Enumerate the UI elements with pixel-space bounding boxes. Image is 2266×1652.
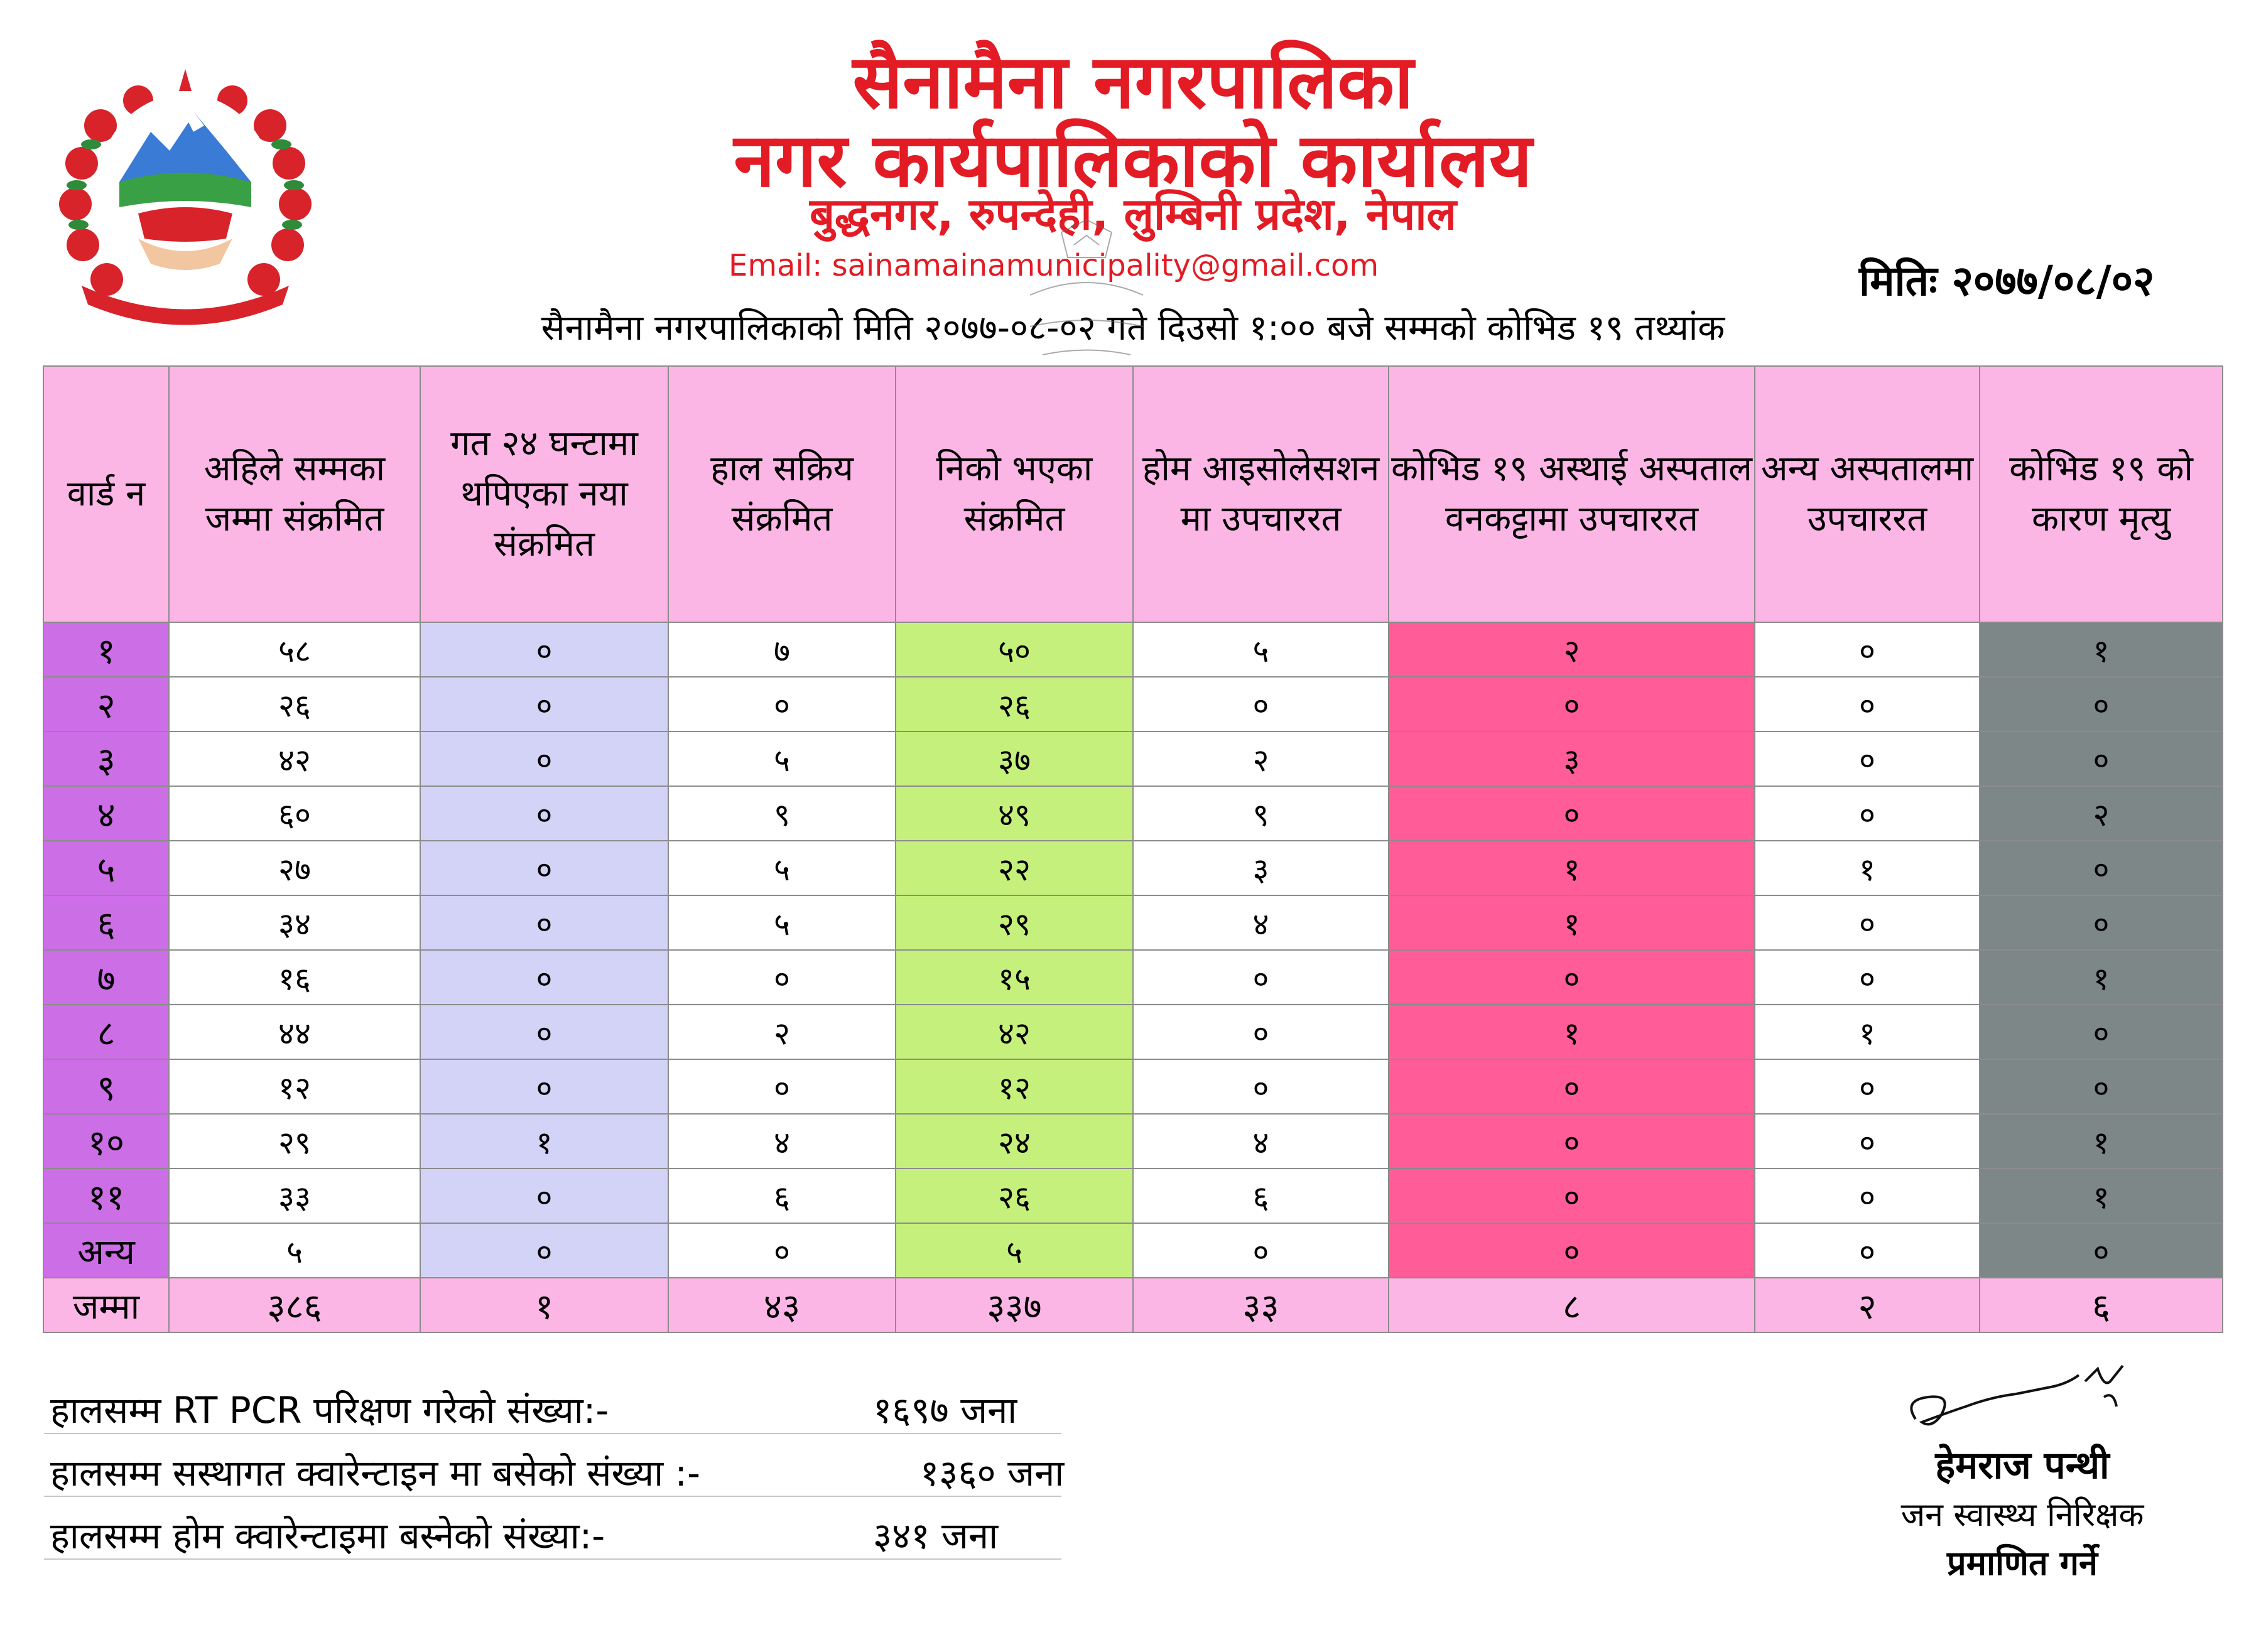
data-cell: ०: [1389, 1169, 1755, 1223]
total-cell: जम्मा: [43, 1278, 169, 1332]
data-cell: २७: [169, 841, 420, 895]
data-cell: ७: [668, 622, 896, 677]
col-header-new-infected: गत २४ घन्टामा थपिएका नया संक्रमित: [420, 366, 668, 622]
col-header-deaths: कोभिड १९ को कारण मृत्यु: [1980, 366, 2223, 622]
total-cell: १: [420, 1278, 668, 1332]
data-cell: ०: [1133, 1223, 1389, 1278]
data-cell: ५: [668, 895, 896, 950]
data-cell: ०: [1755, 1059, 1980, 1114]
col-header-ward: वार्ड न: [43, 366, 169, 622]
total-row: [43, 1278, 2223, 1332]
total-cell: ८: [1389, 1278, 1755, 1332]
col-header-total-infected: अहिले सम्मका जम्मा संक्रमित: [169, 366, 420, 622]
ward-number-cell: ९: [43, 1059, 169, 1114]
data-cell: ५: [896, 1223, 1133, 1278]
stat-label: हालसम्म सस्थागत क्वारेन्टाइन मा बसेको संख्या :-: [50, 1452, 701, 1494]
data-cell: ४९: [896, 786, 1133, 841]
ward-number-cell: ६: [43, 895, 169, 950]
data-cell: २: [1133, 732, 1389, 786]
office-title: नगर कार्यपालिकाको कार्यालय: [734, 117, 1532, 203]
col-header-other-hospital: अन्य अस्पतालमा उपचाररत: [1755, 366, 1980, 622]
data-cell: ४२: [896, 1005, 1133, 1059]
data-cell: ०: [1980, 1059, 2223, 1114]
data-cell: ०: [1755, 786, 1980, 841]
data-cell: १२: [896, 1059, 1133, 1114]
data-cell: ०: [1133, 950, 1389, 1005]
date-line: मितिः २०७७/०८/०२: [1859, 257, 2155, 305]
data-cell: ०: [1755, 1169, 1980, 1223]
stat-institutional-quarantine: [44, 1438, 1065, 1497]
table-header-row: [43, 366, 2223, 622]
data-cell: १: [1389, 1005, 1755, 1059]
data-cell: ०: [420, 677, 668, 732]
data-cell: ५: [668, 732, 896, 786]
data-cell: ०: [420, 1169, 668, 1223]
data-cell: ०: [420, 1059, 668, 1114]
data-cell: २९: [169, 1114, 420, 1169]
data-cell: ०: [420, 732, 668, 786]
data-cell: ०: [1980, 1005, 2223, 1059]
data-cell: ९: [668, 786, 896, 841]
table-row: [43, 622, 2223, 677]
data-cell: २६: [896, 1169, 1133, 1223]
data-cell: ०: [1980, 841, 2223, 895]
data-cell: १: [1755, 841, 1980, 895]
data-cell: १: [1980, 1169, 2223, 1223]
data-cell: ३३: [169, 1169, 420, 1223]
data-cell: १: [420, 1114, 668, 1169]
ward-number-cell: अन्य: [43, 1223, 169, 1278]
certified-by-label: प्रमाणित गर्ने: [1947, 1543, 2098, 1583]
stat-label: हालसम्म RT PCR परिक्षण गरेको संख्या:-: [50, 1389, 609, 1432]
data-cell: १: [1389, 841, 1755, 895]
data-cell: ०: [1755, 732, 1980, 786]
stat-home-quarantine: [44, 1501, 1061, 1560]
data-cell: ०: [1389, 1114, 1755, 1169]
ward-number-cell: ४: [43, 786, 169, 841]
data-cell: ०: [1133, 1005, 1389, 1059]
data-cell: ०: [1389, 786, 1755, 841]
report-subtitle: सैनामैना नगरपालिकाको मिति २०७७-०८-०२ गते दिउसो १:०० बजे सम्मको कोभिड १९ तथ्यांक: [541, 308, 1725, 348]
table-row: [43, 732, 2223, 786]
data-cell: १: [1980, 1114, 2223, 1169]
data-cell: ०: [1133, 1059, 1389, 1114]
data-cell: ०: [668, 950, 896, 1005]
data-cell: ०: [420, 1223, 668, 1278]
col-header-home-isolation: होम आइसोलेसशन मा उपचाररत: [1133, 366, 1389, 622]
email-line: Email: sainamainamunicipality@gmail.com: [729, 248, 1379, 283]
data-cell: ०: [668, 1223, 896, 1278]
ward-number-cell: ७: [43, 950, 169, 1005]
total-cell: ३८६: [169, 1278, 420, 1332]
total-cell: ६: [1980, 1278, 2223, 1332]
table-row: [43, 786, 2223, 841]
covid-ward-table: [43, 365, 2223, 1333]
ward-number-cell: ५: [43, 841, 169, 895]
data-cell: ६: [668, 1169, 896, 1223]
data-cell: १: [1980, 950, 2223, 1005]
data-cell: ३: [1389, 732, 1755, 786]
data-cell: ०: [1755, 1223, 1980, 1278]
data-cell: १: [1389, 895, 1755, 950]
signatory-title: जन स्वास्थ्य निरिक्षक: [1900, 1496, 2144, 1534]
data-cell: ०: [668, 677, 896, 732]
data-cell: ०: [420, 841, 668, 895]
data-cell: ०: [1755, 622, 1980, 677]
data-cell: ४: [1133, 1114, 1389, 1169]
table-row: [43, 841, 2223, 895]
ward-number-cell: २: [43, 677, 169, 732]
ward-number-cell: ८: [43, 1005, 169, 1059]
table-row: [43, 1223, 2223, 1278]
data-cell: ०: [1755, 677, 1980, 732]
stat-value: १६९७ जना: [873, 1389, 1017, 1432]
data-cell: ४: [668, 1114, 896, 1169]
data-cell: ०: [1755, 950, 1980, 1005]
data-cell: ०: [420, 622, 668, 677]
data-cell: १६: [169, 950, 420, 1005]
table-row: [43, 895, 2223, 950]
stat-value: १३६० जना: [920, 1452, 1065, 1494]
data-cell: ०: [668, 1059, 896, 1114]
data-cell: ०: [1980, 895, 2223, 950]
ward-number-cell: १०: [43, 1114, 169, 1169]
table-row: [43, 1005, 2223, 1059]
data-cell: ४: [1133, 895, 1389, 950]
data-cell: ०: [1980, 732, 2223, 786]
data-cell: ४२: [169, 732, 420, 786]
signatory-name: हेमराज पन्थी: [1935, 1444, 2110, 1487]
data-cell: ०: [1389, 1059, 1755, 1114]
data-cell: ०: [420, 786, 668, 841]
data-cell: २६: [896, 677, 1133, 732]
data-cell: ५: [1133, 622, 1389, 677]
ward-number-cell: ११: [43, 1169, 169, 1223]
total-cell: ४३: [668, 1278, 896, 1332]
table-row: [43, 950, 2223, 1005]
data-cell: २४: [896, 1114, 1133, 1169]
data-cell: ०: [1389, 950, 1755, 1005]
col-header-temp-hospital: कोभिड १९ अस्थाई अस्पताल वनकट्टामा उपचाररत: [1389, 366, 1755, 622]
data-cell: १५: [896, 950, 1133, 1005]
data-cell: ५८: [169, 622, 420, 677]
data-cell: ०: [1755, 1114, 1980, 1169]
total-cell: ३३: [1133, 1278, 1389, 1332]
data-cell: ५०: [896, 622, 1133, 677]
data-cell: २: [668, 1005, 896, 1059]
total-cell: २: [1755, 1278, 1980, 1332]
data-cell: १: [1755, 1005, 1980, 1059]
data-cell: ६०: [169, 786, 420, 841]
handwritten-signature: [1897, 1363, 2135, 1444]
municipality-title: सैनामैना नगरपालिका: [852, 38, 1414, 125]
total-cell: ३३७: [896, 1278, 1133, 1332]
data-cell: ३७: [896, 732, 1133, 786]
data-cell: २: [1980, 786, 2223, 841]
address-line: बुद्धनगर, रुपन्देही, लुम्बिनी प्रदेश, नेपाल: [810, 188, 1456, 240]
data-cell: ०: [1980, 677, 2223, 732]
data-cell: २९: [896, 895, 1133, 950]
table-row: [43, 677, 2223, 732]
data-cell: ०: [420, 895, 668, 950]
ward-number-cell: ३: [43, 732, 169, 786]
table-row: [43, 1169, 2223, 1223]
stat-rt-pcr: [44, 1375, 1061, 1434]
data-cell: ०: [1980, 1223, 2223, 1278]
stat-value: ३४१ जना: [873, 1514, 999, 1557]
data-cell: ०: [1755, 895, 1980, 950]
data-cell: ५: [668, 841, 896, 895]
data-cell: ५: [169, 1223, 420, 1278]
data-cell: ४४: [169, 1005, 420, 1059]
table-row: [43, 1059, 2223, 1114]
data-cell: ०: [1389, 1223, 1755, 1278]
data-cell: ०: [1133, 677, 1389, 732]
data-cell: २६: [169, 677, 420, 732]
data-cell: ६: [1133, 1169, 1389, 1223]
data-cell: २: [1389, 622, 1755, 677]
table-row: [43, 1114, 2223, 1169]
data-cell: ०: [420, 950, 668, 1005]
data-cell: ९: [1133, 786, 1389, 841]
stat-label: हालसम्म होम क्वारेन्टाइमा बस्नेको संख्या:-: [50, 1514, 605, 1557]
data-cell: ०: [420, 1005, 668, 1059]
data-cell: ०: [1389, 677, 1755, 732]
data-cell: १२: [169, 1059, 420, 1114]
ward-number-cell: १: [43, 622, 169, 677]
data-cell: १: [1980, 622, 2223, 677]
data-cell: ३४: [169, 895, 420, 950]
col-header-recovered: निको भएका संक्रमित: [896, 366, 1133, 622]
data-cell: २२: [896, 841, 1133, 895]
col-header-active: हाल सक्रिय संक्रमित: [668, 366, 896, 622]
data-cell: ३: [1133, 841, 1389, 895]
